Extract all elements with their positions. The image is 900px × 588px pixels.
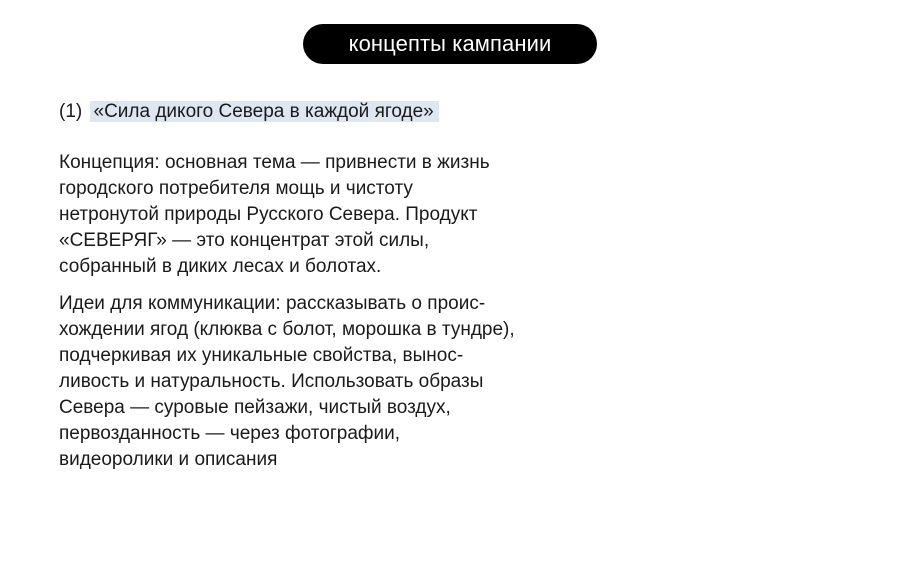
paragraph-line: подчеркивая их уникальные свойства, вынос- — [59, 345, 464, 366]
paragraph-line: городского потребителя мощь и чистоту — [59, 178, 413, 199]
paragraph-line: нетронутой природы Русского Севера. Продукт — [59, 204, 478, 225]
section-badge-label: концепты кампании — [348, 31, 552, 56]
concept-heading — [59, 98, 439, 126]
paragraph-line: Севера — суровые пейзажи, чистый воздух, — [59, 397, 451, 418]
section-badge — [303, 24, 597, 64]
concept-number: (1) — [59, 101, 83, 122]
paragraph-line: «СЕВЕРЯГ» — это концентрат этой силы, — [59, 230, 430, 251]
paragraph-line: Идеи для коммуникации: рассказывать о проис- — [59, 293, 486, 314]
paragraph-line: ливость и натуральность. Использовать образы — [59, 371, 484, 392]
paragraph-line: хождении ягод (клюква с болот, морошка в тундре), — [59, 319, 515, 340]
paragraph-line: первозданность — через фотографии, — [59, 423, 401, 444]
paragraph-line: собранный в диких лесах и болотах. — [59, 256, 382, 277]
paragraph-line: Концепция: основная тема — привнести в жизнь — [59, 152, 490, 173]
paragraph-line: видеоролики и описания — [59, 449, 278, 470]
communication-ideas-paragraph — [59, 291, 515, 473]
concept-description-paragraph — [59, 150, 490, 280]
concept-title: «Сила дикого Севера в каждой ягоде» — [90, 101, 439, 122]
